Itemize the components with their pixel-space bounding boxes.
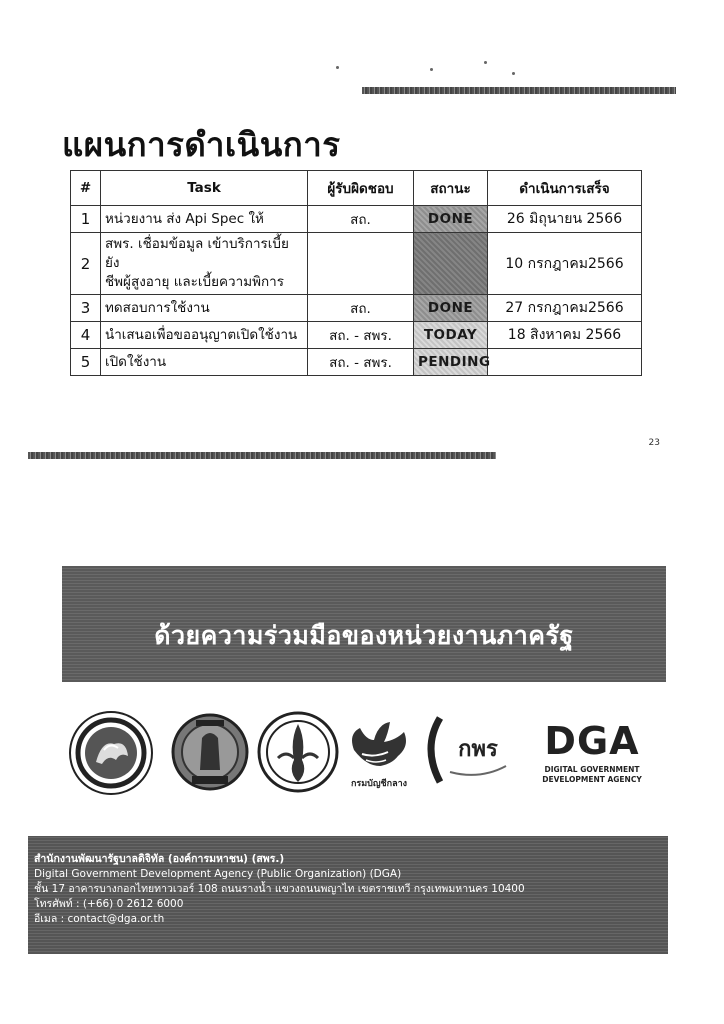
dopa-seal-icon — [68, 710, 154, 796]
footer-phone: โทรศัพท์ : (+66) 0 2612 6000 — [34, 898, 184, 910]
cgd-logo-text: กรมบัญชีกลาง — [350, 779, 408, 789]
scan-speck — [430, 68, 433, 71]
row-number: 2 — [71, 233, 101, 295]
ministry-seal-icon — [170, 710, 250, 794]
table-row — [71, 295, 642, 322]
table-row — [71, 206, 642, 233]
table-row — [71, 233, 642, 295]
middle-divider — [28, 452, 496, 459]
row-task — [101, 233, 308, 295]
status-badge: PENDING — [414, 349, 488, 376]
row-responsible: สถ. — [308, 206, 414, 233]
col-header-completed: ดำเนินการเสร็จ — [488, 171, 642, 206]
row-date: 26 มิถุนายน 2566 — [488, 206, 642, 233]
dga-logo-line1: DIGITAL GOVERNMENT — [544, 765, 640, 774]
row-number: 4 — [71, 322, 101, 349]
table-row — [71, 349, 642, 376]
col-header-responsible: ผู้รับผิดชอบ — [308, 171, 414, 206]
status-badge: DONE — [414, 206, 488, 233]
dga-logo-icon — [518, 710, 666, 794]
status-badge: TODAY — [414, 322, 488, 349]
row-task: นำเสนอเพื่อขออนุญาตเปิดใช้งาน — [101, 322, 308, 349]
row-responsible: สถ. — [308, 295, 414, 322]
col-header-status: สถานะ — [414, 171, 488, 206]
row-responsible: สถ. - สพร. — [308, 349, 414, 376]
row-responsible — [308, 233, 414, 295]
scan-speck — [512, 72, 515, 75]
row-number: 3 — [71, 295, 101, 322]
row-task-line: ชีพผู้สูงอายุ และเบี้ยความพิการ — [105, 274, 285, 290]
dga-logo-line2: DEVELOPMENT AGENCY — [542, 775, 642, 784]
plan-table — [70, 170, 642, 376]
table-header-row — [71, 171, 642, 206]
footer-email: อีเมล : contact@dga.or.th — [34, 913, 165, 925]
partnership-banner — [62, 566, 666, 682]
comptroller-seal-icon — [256, 710, 340, 794]
footer-address: ชั้น 17 อาคารบางกอกไทยทาวเวอร์ 108 ถนนรางน้ำ แขวงถนนพญาไท เขตราชเทวี กรุงเทพมหานคร 10400 — [34, 883, 525, 895]
row-date: 27 กรกฎาคม2566 — [488, 295, 642, 322]
col-header-number: # — [71, 171, 101, 206]
dla-logo-text: กพร — [458, 737, 498, 762]
contact-footer — [28, 836, 668, 954]
row-date: 10 กรกฎาคม2566 — [488, 233, 642, 295]
row-responsible: สถ. - สพร. — [308, 322, 414, 349]
dla-logo-icon — [420, 710, 516, 790]
status-badge — [414, 233, 488, 295]
dga-logo-mark: DGA — [544, 719, 640, 763]
row-task: ทดสอบการใช้งาน — [101, 295, 308, 322]
banner-title: ด้วยความร่วมมือของหน่วยงานภาครัฐ — [154, 621, 574, 650]
scan-speck — [484, 61, 487, 64]
row-task-line: สพร. เชื่อมข้อมูล เข้าบริการเบี้ยยัง — [105, 236, 289, 271]
footer-org-thai: สำนักงานพัฒนารัฐบาลดิจิทัล (องค์การมหาชน) (สพร.) — [34, 853, 285, 865]
status-badge: DONE — [414, 295, 488, 322]
row-number: 5 — [71, 349, 101, 376]
table-row — [71, 322, 642, 349]
col-header-task: Task — [101, 171, 308, 206]
row-date — [488, 349, 642, 376]
row-task: เปิดใช้งาน — [101, 349, 308, 376]
page-number: 23 — [648, 438, 660, 448]
top-divider — [362, 87, 676, 94]
page-title: แผนการดำเนินการ — [62, 125, 341, 164]
partner-logos — [62, 700, 666, 800]
row-task: หน่วยงาน ส่ง Api Spec ให้ — [101, 206, 308, 233]
row-date: 18 สิงหาคม 2566 — [488, 322, 642, 349]
cgd-garuda-icon — [344, 710, 414, 794]
scan-speck — [336, 66, 339, 69]
row-number: 1 — [71, 206, 101, 233]
footer-org-english: Digital Government Development Agency (Public Organization) (DGA) — [34, 868, 402, 880]
